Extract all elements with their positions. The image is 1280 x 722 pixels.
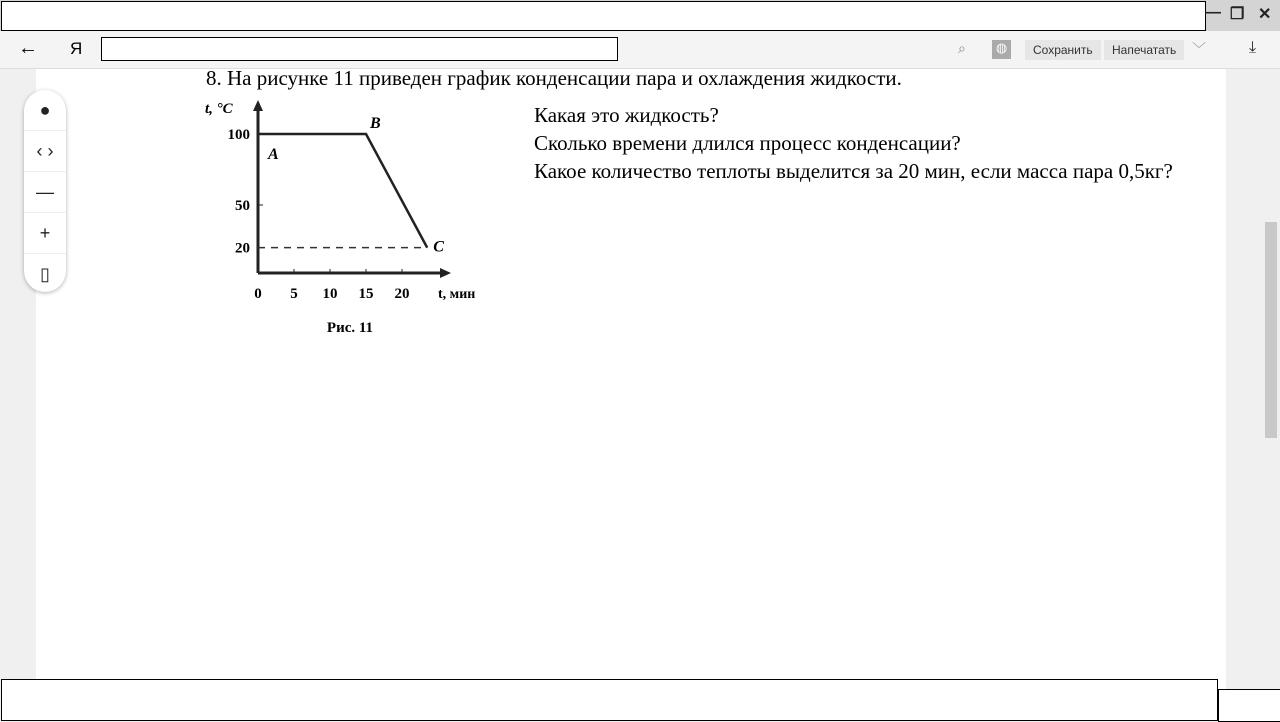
problem-heading: 8. На рисунке 11 приведен график конденсации пара и охлаждения жидкости. <box>206 66 902 90</box>
x-axis-arrow <box>440 268 451 278</box>
question-2: Сколько времени длился процесс конденсации? <box>534 131 961 155</box>
pointer-tool-button[interactable]: ● <box>24 90 66 131</box>
y-tick-label: 50 <box>235 198 250 214</box>
zoom-in-button[interactable]: + <box>24 213 66 254</box>
restore-button[interactable]: ❐ <box>1230 6 1245 23</box>
bottom-corner-panel <box>1218 689 1280 722</box>
close-button[interactable]: ✕ <box>1258 6 1272 23</box>
questions <box>534 101 1174 185</box>
bottom-panel <box>1 679 1218 721</box>
x-tick-label: 5 <box>290 286 298 302</box>
x-tick-label: 15 <box>358 286 374 302</box>
scrollbar[interactable] <box>1262 69 1280 720</box>
question-3: Какое количество теплоты выделится за 20 мин, если масса пара 0,5кг? <box>534 159 1173 183</box>
question-1: Какая это жидкость? <box>534 103 719 127</box>
save-button[interactable]: Сохранить <box>1025 40 1101 60</box>
figure-caption: Рис. 11 <box>326 320 374 336</box>
point-label-a: A <box>268 146 279 163</box>
scrollbar-thumb[interactable] <box>1265 222 1277 438</box>
condensation-chart <box>200 95 510 340</box>
x-tick-label: 0 <box>254 286 262 302</box>
yandex-logo-icon[interactable]: Я <box>70 39 83 58</box>
y-axis-label: t, °C <box>205 101 233 117</box>
browser-toolbar <box>0 31 1280 69</box>
y-axis-arrow <box>253 100 263 111</box>
chevron-down-icon[interactable]: ﹀ <box>1192 41 1206 57</box>
side-toolbar <box>24 90 66 292</box>
x-axis-label: t, мин <box>438 287 476 302</box>
x-tick-label: 10 <box>322 286 338 302</box>
x-tick-label: 20 <box>394 286 410 302</box>
graph-line <box>258 134 427 248</box>
print-button[interactable]: Напечатать <box>1104 40 1184 60</box>
back-arrow-icon[interactable]: ← <box>18 37 38 59</box>
zoom-icon[interactable]: ⌕ <box>958 40 966 56</box>
point-label-c: C <box>433 238 444 256</box>
page-nav-button[interactable]: ‹ › <box>24 131 66 172</box>
zoom-out-button[interactable]: — <box>24 172 66 213</box>
minimize-button[interactable]: — <box>1205 4 1221 21</box>
window-title <box>1 1 1206 31</box>
page-view-button[interactable]: ▯ <box>40 264 50 284</box>
address-bar[interactable] <box>101 37 618 61</box>
y-tick-label: 20 <box>235 240 250 257</box>
y-tick-label: 100 <box>227 127 250 143</box>
point-label-b: B <box>370 115 381 132</box>
globe-icon[interactable]: ◍ <box>992 40 1011 59</box>
download-icon[interactable]: ⤓ <box>1249 39 1257 56</box>
title-bar <box>0 0 1280 31</box>
